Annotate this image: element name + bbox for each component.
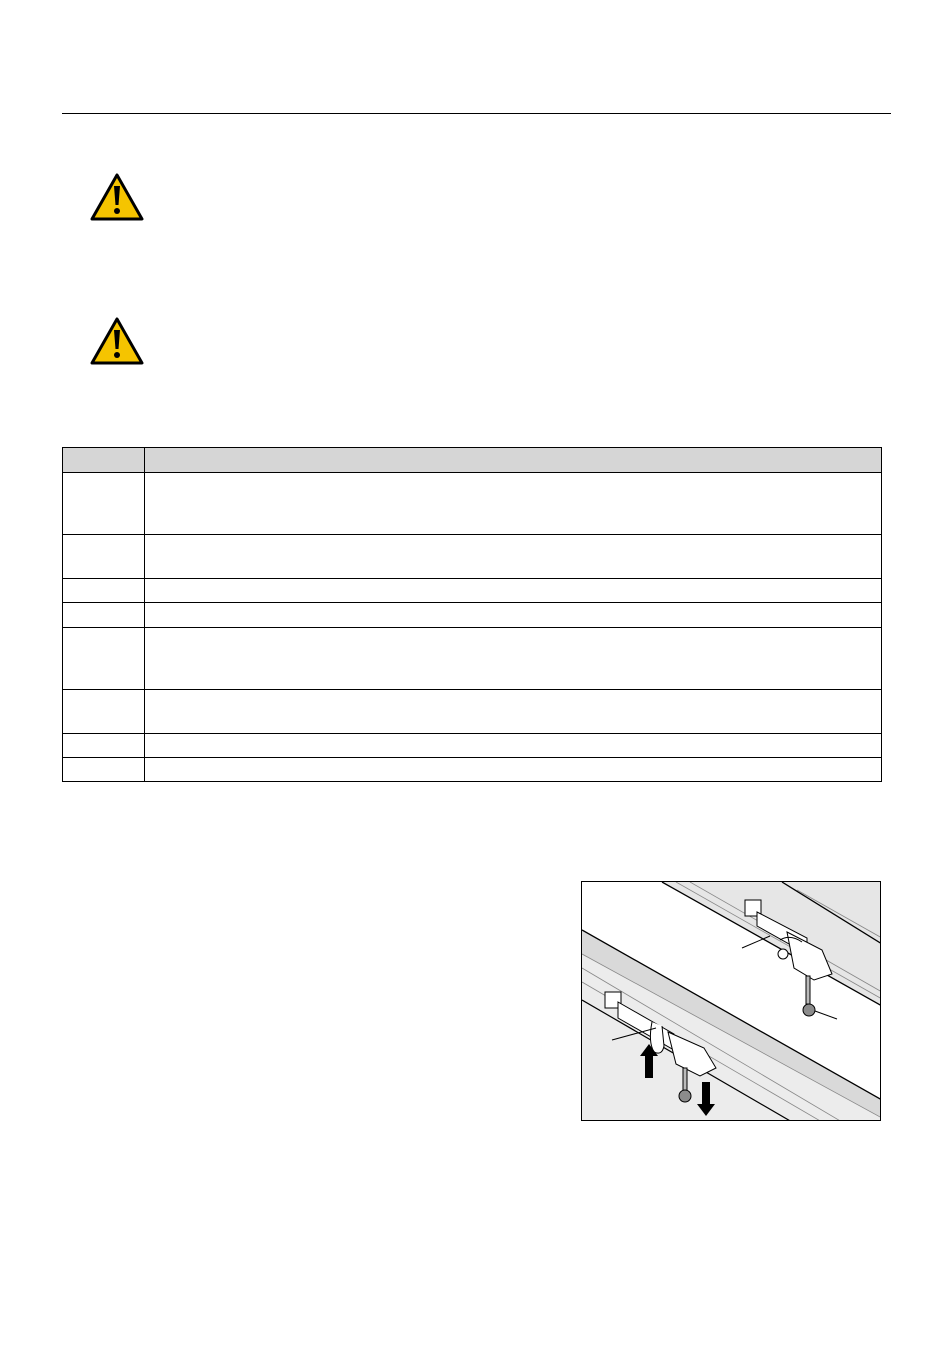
- table-header-cell: [145, 448, 882, 473]
- table-cell-value: [145, 690, 882, 734]
- table-row: [63, 628, 882, 690]
- table-row: [63, 758, 882, 782]
- table-cell-key: [63, 603, 145, 628]
- rail-latch-illustration-icon: [582, 882, 881, 1121]
- table-cell-value: [145, 535, 882, 579]
- table-row: [63, 535, 882, 579]
- table-cell-value: [145, 628, 882, 690]
- header-rule: [62, 113, 891, 114]
- table-header-row: [63, 448, 882, 473]
- warning-triangle-icon: [89, 316, 145, 366]
- table-cell-value: [145, 734, 882, 758]
- table-cell-key: [63, 758, 145, 782]
- table-header-cell: [63, 448, 145, 473]
- table-cell-value: [145, 758, 882, 782]
- table-cell-value: [145, 579, 882, 603]
- table-cell-value: [145, 603, 882, 628]
- table-cell-key: [63, 690, 145, 734]
- warning-triangle-icon: [89, 172, 145, 222]
- table-row: [63, 690, 882, 734]
- table-row: [63, 734, 882, 758]
- table-cell-value: [145, 473, 882, 535]
- rail-latch-figure: [581, 881, 881, 1121]
- table-cell-key: [63, 535, 145, 579]
- spec-table: [62, 447, 882, 782]
- table-cell-key: [63, 473, 145, 535]
- table-row: [63, 579, 882, 603]
- table-cell-key: [63, 628, 145, 690]
- table-row: [63, 603, 882, 628]
- table-cell-key: [63, 734, 145, 758]
- table-row: [63, 473, 882, 535]
- table-cell-key: [63, 579, 145, 603]
